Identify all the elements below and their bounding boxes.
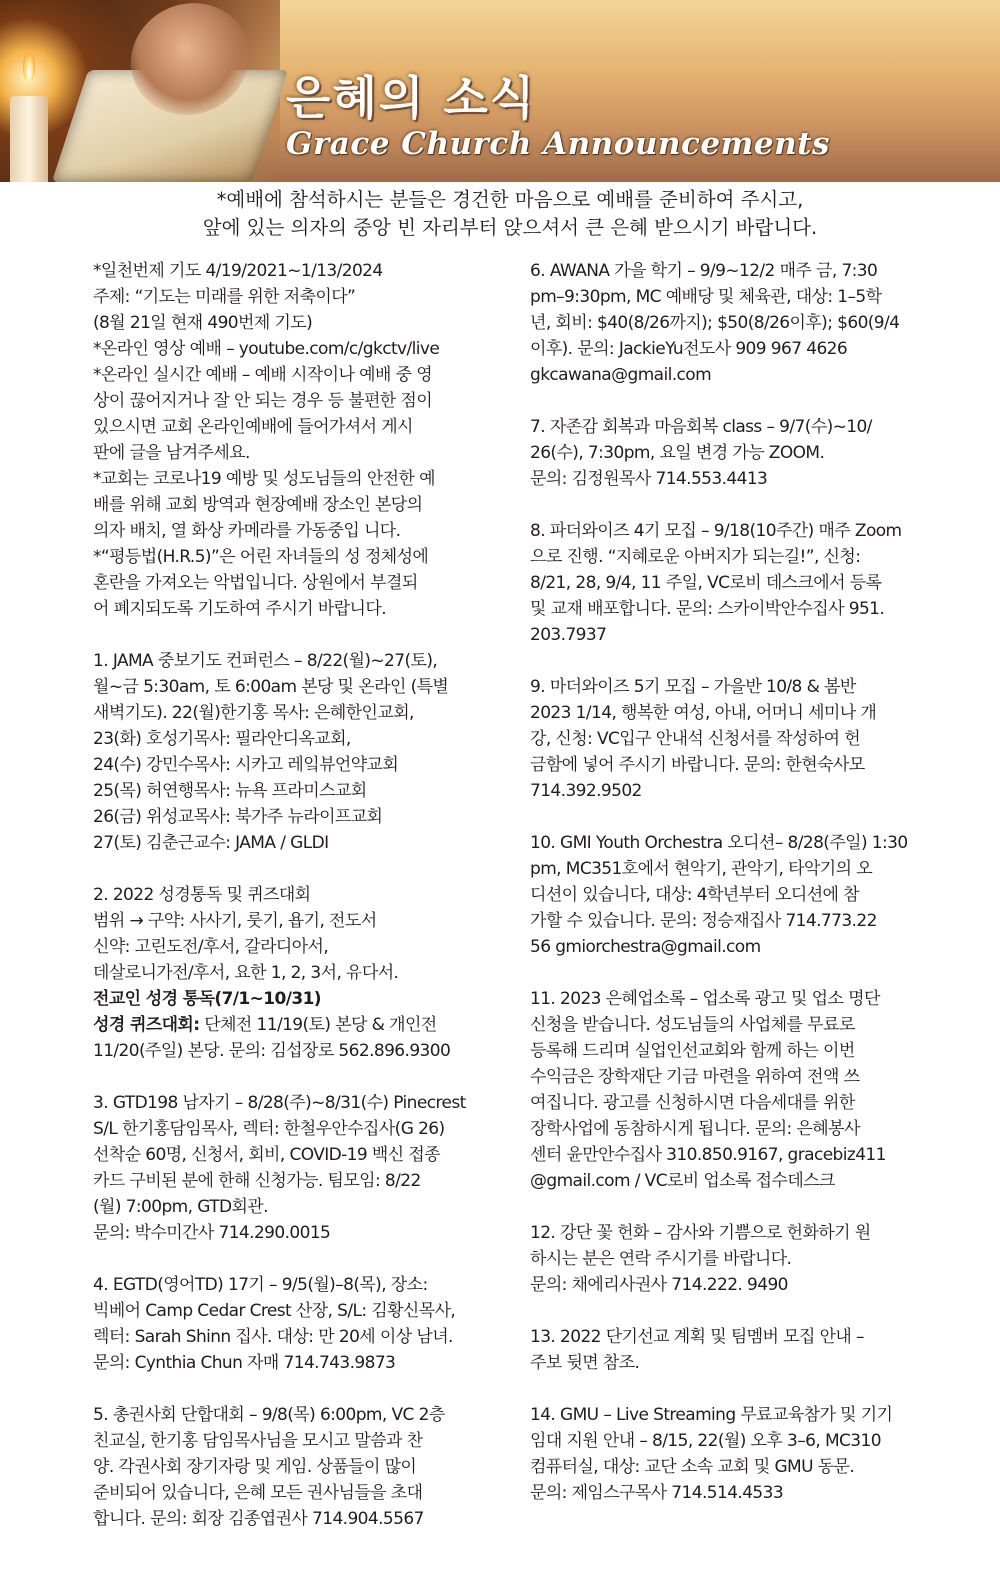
announcement-line: gkcawana@gmail.com	[530, 365, 712, 385]
announcement-line: 상이 끊어지거나 잘 안 되는 경우 등 불편한 점이	[93, 391, 433, 411]
announcement-line-mixed: 성경 퀴즈대회: 단체전 11/19(토) 본당 & 개인전	[93, 1015, 437, 1035]
announcement-line: 여집니다. 광고를 신청하시면 다음세대를 위한	[530, 1093, 855, 1113]
announcement-line: 8/21, 28, 9/4, 11 주일, VC로비 데스크에서 등록	[530, 573, 882, 593]
spacer	[93, 622, 513, 648]
announcement-line: 6. AWANA 가을 학기 – 9/9~12/2 매주 금, 7:30	[530, 261, 878, 281]
announcement-line: 9. 마더와이즈 5기 모집 – 가을반 10/8 & 봄반	[530, 677, 856, 697]
announcement-line: @gmail.com / VC로비 업소록 접수데스크	[530, 1171, 835, 1191]
announcement-line: 203.7937	[530, 625, 607, 645]
announcement-line: 등록해 드리며 실업인선교회와 함께 하는 이번	[530, 1041, 855, 1061]
announcement-line: 문의: Cynthia Chun 자매 714.743.9873	[93, 1353, 396, 1373]
announcement-line: 11. 2023 은혜업소록 – 업소록 광고 및 업소 명단	[530, 989, 880, 1009]
announcement-line: 범위 → 구약: 사사기, 룻기, 욥기, 전도서	[93, 911, 377, 931]
announcement-line: 의자 배치, 열 화상 카메라를 가동중입 니다.	[93, 521, 401, 541]
announcement-line: 카드 구비된 분에 한해 신청가능. 팀모임: 8/22	[93, 1171, 421, 1191]
announcement-line: 13. 2022 단기선교 계획 및 팀멤버 모집 안내 –	[530, 1327, 864, 1347]
announcement-line: 11/20(주일) 본당. 문의: 김섭장로 562.896.9300	[93, 1041, 451, 1061]
prayer-candle-photo	[0, 0, 280, 182]
announcement-line: 26(금) 위성교목사: 북가주 뉴라이프교회	[93, 807, 383, 827]
announcement-line: *“평등법(H.R.5)”은 어린 자녀들의 성 정체성에	[93, 547, 429, 567]
announcement-line: 및 교재 배포합니다. 문의: 스카이박안수집사 951.	[530, 599, 885, 619]
announcement-line: 주제: “기도는 미래를 위한 저축이다”	[93, 287, 356, 307]
announcement-line: 센터 윤만안수집사 310.850.9167, gracebiz411	[530, 1145, 886, 1165]
announcement-line: 27(토) 김춘근교수: JAMA / GLDI	[93, 833, 329, 853]
announcement-line: 25(목) 허연행목사: 뉴욕 프라미스교회	[93, 781, 367, 801]
spacer	[530, 804, 950, 830]
announcement-line: 있으시면 교회 온라인예배에 들어가셔서 게시	[93, 417, 413, 437]
announcement-line: 임대 지원 안내 – 8/15, 22(월) 오후 3–6, MC310	[530, 1431, 881, 1451]
announcement-line: 신청을 받습니다. 성도님들의 사업체를 무료로	[530, 1015, 855, 1035]
announcement-line: 새벽기도). 22(월)한기홍 목사: 은혜한인교회,	[93, 703, 414, 723]
announcement-line: 합니다. 문의: 회장 김종엽권사 714.904.5567	[93, 1509, 424, 1529]
intro-line: *예배에 참석하시는 분들은 경건한 마음으로 예배를 준비하여 주시고,	[216, 188, 804, 211]
announcement-line: 으로 진행. “지혜로운 아버지가 되는길!”, 신청:	[530, 547, 861, 567]
spacer	[530, 492, 950, 518]
announcement-line: 12. 강단 꽃 헌화 – 감사와 기쁨으로 헌화하기 원	[530, 1223, 871, 1243]
announcement-line: 데살로니가전/후서, 요한 1, 2, 3서, 유다서.	[93, 963, 399, 983]
announcement-line: 빅베어 Camp Cedar Crest 산장, S/L: 김황신목사,	[93, 1301, 456, 1321]
announcement-line: 문의: 제임스구목사 714.514.4533	[530, 1483, 784, 1503]
spacer	[530, 1298, 950, 1324]
announcement-line: 1. JAMA 중보기도 컨퍼런스 – 8/22(월)~27(토),	[93, 651, 438, 671]
announcement-line: 이후). 문의: JackieYu전도사 909 967 4626	[530, 339, 848, 359]
spacer	[530, 960, 950, 986]
announcement-line: 8. 파더와이즈 4기 모집 – 9/18(10주간) 매주 Zoom	[530, 521, 902, 541]
announcement-line: 수익금은 장학재단 기금 마련을 위하여 전액 쓰	[530, 1067, 860, 1087]
announcement-line: 주보 뒷면 참조.	[530, 1353, 640, 1373]
announcement-line: 양. 각권사회 장기자랑 및 게임. 상품들이 많이	[93, 1457, 417, 1477]
spacer	[93, 1376, 513, 1402]
page-title: 은혜의 소식	[286, 71, 537, 125]
announcement-line: 월~금 5:30am, 토 6:00am 본당 및 온라인 (특별	[93, 677, 449, 697]
announcement-line: 714.392.9502	[530, 781, 642, 801]
announcement-line: 4. EGTD(영어TD) 17기 – 9/5(월)–8(목), 장소:	[93, 1275, 428, 1295]
announcement-line: 선착순 60명, 신청서, 회비, COVID-19 백신 접종	[93, 1145, 441, 1165]
page-subtitle: Grace Church Announcements	[286, 126, 830, 162]
flame-shape	[23, 52, 35, 82]
spacer	[530, 1376, 950, 1402]
announcement-line: pm–9:30pm, MC 예배당 및 체육관, 대상: 1–5학	[530, 287, 882, 307]
announcement-line: 문의: 김정원목사 714.553.4413	[530, 469, 768, 489]
announcement-line: (8월 21일 현재 490번제 기도)	[93, 313, 313, 333]
announcement-line: 어 폐지되도록 기도하여 주시기 바랍니다.	[93, 599, 386, 619]
announcement-line: 준비되어 있습니다, 은혜 모든 권사님들을 초대	[93, 1483, 423, 1503]
announcement-line: 배를 위해 교회 방역과 현장예배 장소인 본당의	[93, 495, 423, 515]
announcement-line: 신약: 고린도전/후서, 갈라디아서,	[93, 937, 329, 957]
announcement-line: 문의: 채에리사권사 714.222. 9490	[530, 1275, 788, 1295]
announcement-line: 장학사업에 동참하시게 됩니다. 문의: 은혜봉사	[530, 1119, 860, 1139]
announcement-line: *교회는 코로나19 예방 및 성도님들의 안전한 예	[93, 469, 435, 489]
announcement-line: 친교실, 한기홍 담임목사님을 모시고 말씀과 찬	[93, 1431, 423, 1451]
bold-label: 성경 퀴즈대회:	[93, 1015, 200, 1035]
announcement-line: pm, MC351호에서 현악기, 관악기, 타악기의 오	[530, 859, 873, 879]
announcement-line: 2. 2022 성경통독 및 퀴즈대회	[93, 885, 311, 905]
left-column	[93, 258, 513, 1532]
announcement-line: 년, 회비: $40(8/26까지); $50(8/26이후); $60(9/4	[530, 313, 900, 333]
announcement-line: 7. 자존감 회복과 마음회복 class – 9/7(수)~10/	[530, 417, 872, 437]
announcement-line: 렉터: Sarah Shinn 집사. 대상: 만 20세 이상 남녀.	[93, 1327, 453, 1347]
announcement-line: *온라인 실시간 예배 – 예배 시작이나 예배 중 영	[93, 365, 433, 385]
spacer	[530, 1194, 950, 1220]
intro-notice	[80, 186, 940, 242]
announcement-line: 3. GTD198 남자기 – 8/28(주)~8/31(수) Pinecrest	[93, 1093, 466, 1113]
header-banner	[0, 0, 1000, 182]
announcement-line: 26(수), 7:30pm, 요일 변경 가능 ZOOM.	[530, 443, 825, 463]
announcement-line: 판에 글을 남겨주세요.	[93, 443, 250, 463]
announcement-line: *일천번제 기도 4/19/2021~1/13/2024	[93, 261, 383, 281]
spacer	[93, 856, 513, 882]
announcement-line: 23(화) 호성기목사: 필라안디옥교회,	[93, 729, 351, 749]
candle-shape	[10, 96, 48, 182]
announcement-line: S/L 한기홍담임목사, 렉터: 한철우안수집사(G 26)	[93, 1119, 445, 1139]
spacer	[93, 1064, 513, 1090]
announcement-line: 금함에 넣어 주시기 바랍니다. 문의: 한현숙사모	[530, 755, 865, 775]
intro-line: 앞에 있는 의자의 중앙 빈 자리부터 앉으셔서 큰 은혜 받으시기 바랍니다.	[202, 216, 818, 239]
announcement-line-bold: 전교인 성경 통독(7/1~10/31)	[93, 989, 321, 1009]
announcement-line: 24(수) 강민수목사: 시카고 레잌뷰언약교회	[93, 755, 399, 775]
announcement-line: 혼란을 가져오는 악법입니다. 상원에서 부결되	[93, 573, 418, 593]
announcement-line: 10. GMI Youth Orchestra 오디션– 8/28(주일) 1:30	[530, 833, 908, 853]
announcement-line: 56 gmiorchestra@gmail.com	[530, 937, 761, 957]
announcement-line: 컴퓨터실, 대상: 교단 소속 교회 및 GMU 동문.	[530, 1457, 855, 1477]
announcement-line: 문의: 박수미간사 714.290.0015	[93, 1223, 331, 1243]
announcement-line: 디션이 있습니다, 대상: 4학년부터 오디션에 참	[530, 885, 859, 905]
spacer	[530, 388, 950, 414]
announcement-line: 5. 총권사회 단합대회 – 9/8(목) 6:00pm, VC 2층	[93, 1405, 445, 1425]
announcement-line: 하시는 분은 연락 주시기를 바랍니다.	[530, 1249, 792, 1269]
spacer	[530, 648, 950, 674]
right-column	[530, 258, 950, 1506]
announcement-line: 14. GMU – Live Streaming 무료교육참가 및 기기	[530, 1405, 893, 1425]
announcement-line: 가할 수 있습니다. 문의: 정승재집사 714.773.22	[530, 911, 877, 931]
announcement-line: (월) 7:00pm, GTD회관.	[93, 1197, 268, 1217]
spacer	[93, 1246, 513, 1272]
announcement-line: 2023 1/14, 행복한 여성, 아내, 어머니 세미나 개	[530, 703, 877, 723]
announcement-line: *온라인 영상 예배 – youtube.com/c/gkctv/live	[93, 339, 440, 359]
announcement-line: 강, 신청: VC입구 안내석 신청서를 작성하여 헌	[530, 729, 861, 749]
